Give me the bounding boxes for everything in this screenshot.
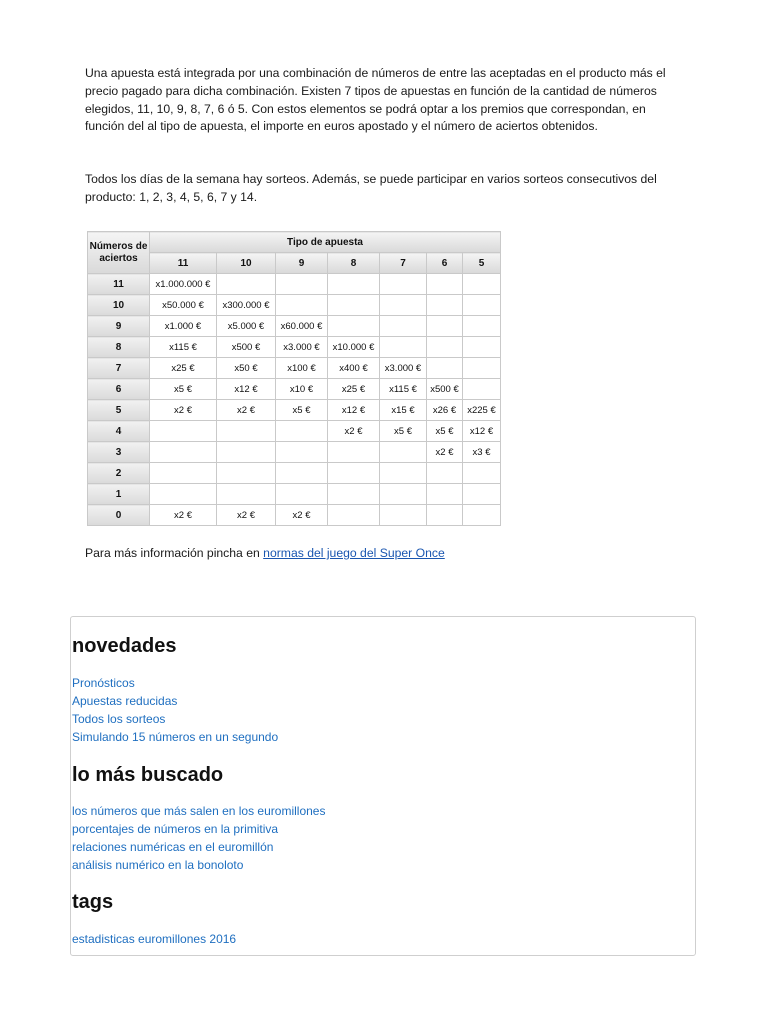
prize-cell: x15 €	[380, 400, 427, 421]
table-row	[88, 358, 501, 379]
hits-row-header: 5	[88, 400, 150, 421]
more-info	[85, 546, 445, 560]
mas-buscado-heading: lo más buscado	[72, 764, 224, 786]
prize-cell: x1.000 €	[150, 316, 217, 337]
sidebar-link[interactable]: Pronósticos	[72, 676, 135, 690]
hits-row-header: 9	[88, 316, 150, 337]
prize-cell	[463, 358, 501, 379]
prize-cell	[427, 463, 463, 484]
hits-row-header: 3	[88, 442, 150, 463]
prize-cell	[276, 295, 328, 316]
prize-cell	[380, 442, 427, 463]
prize-cell	[328, 463, 380, 484]
prize-cell: x5.000 €	[217, 316, 276, 337]
prize-cell: x2 €	[328, 421, 380, 442]
prize-cell: x400 €	[328, 358, 380, 379]
prize-cell	[276, 442, 328, 463]
sidebar-link[interactable]: Apuestas reducidas	[72, 694, 178, 708]
prize-cell: x50.000 €	[150, 295, 217, 316]
hits-row-header: 7	[88, 358, 150, 379]
prize-cell	[463, 295, 501, 316]
prize-cell: x50 €	[217, 358, 276, 379]
prize-cell	[463, 379, 501, 400]
prize-cell: x3 €	[463, 442, 501, 463]
list-item	[72, 728, 278, 746]
list-item	[72, 692, 278, 710]
prize-cell	[463, 463, 501, 484]
bet-type-header: Tipo de apuesta	[150, 232, 501, 253]
prize-cell	[427, 484, 463, 505]
novedades-list	[72, 674, 278, 746]
bet-type-col-header: 8	[328, 253, 380, 274]
bet-type-col-header: 7	[380, 253, 427, 274]
prize-cell: x26 €	[427, 400, 463, 421]
bet-type-col-header: 10	[217, 253, 276, 274]
prize-cell	[380, 295, 427, 316]
game-rules-link[interactable]: normas del juego del Super Once	[263, 546, 445, 560]
prize-cell: x500 €	[217, 337, 276, 358]
prize-cell: x25 €	[328, 379, 380, 400]
prize-cell	[380, 337, 427, 358]
hits-row-header: 4	[88, 421, 150, 442]
bet-type-col-header: 5	[463, 253, 501, 274]
prize-cell	[427, 316, 463, 337]
prize-cell	[463, 505, 501, 526]
prize-cell: x3.000 €	[276, 337, 328, 358]
prize-cell: x3.000 €	[380, 358, 427, 379]
prize-cell: x25 €	[150, 358, 217, 379]
prize-cell	[380, 274, 427, 295]
prize-cell	[276, 484, 328, 505]
table-row	[88, 274, 501, 295]
prize-cell	[328, 274, 380, 295]
bet-type-row	[88, 253, 501, 274]
prize-cell: x12 €	[463, 421, 501, 442]
prize-cell	[276, 463, 328, 484]
hits-row-header: 0	[88, 505, 150, 526]
list-item	[72, 820, 325, 838]
prize-cell	[463, 274, 501, 295]
prize-cell	[217, 442, 276, 463]
list-item	[72, 930, 236, 948]
prize-cell: x100 €	[276, 358, 328, 379]
prize-cell	[217, 421, 276, 442]
prize-cell: x10 €	[276, 379, 328, 400]
prize-cell: x2 €	[217, 505, 276, 526]
prize-cell: x115 €	[150, 337, 217, 358]
draws-paragraph: Todos los días de la semana hay sorteos. Además, se puede participar en varios sorteos consecutivos del producto: 1, 2, 3, 4, 5, 6, 7 y 14.	[85, 172, 657, 204]
hits-row-header: 1	[88, 484, 150, 505]
list-item	[72, 802, 325, 820]
prize-cell	[150, 421, 217, 442]
table-row	[88, 379, 501, 400]
hits-row-header: 6	[88, 379, 150, 400]
sidebar-link[interactable]: relaciones numéricas en el euromillón	[72, 840, 274, 854]
prize-cell: x5 €	[380, 421, 427, 442]
hits-row-header: 11	[88, 274, 150, 295]
prize-cell: x500 €	[427, 379, 463, 400]
prize-cell	[380, 316, 427, 337]
prize-cell	[150, 484, 217, 505]
prize-cell: x300.000 €	[217, 295, 276, 316]
list-item	[72, 710, 278, 728]
table-row	[88, 400, 501, 421]
prize-cell: x5 €	[150, 379, 217, 400]
prize-cell: x2 €	[427, 442, 463, 463]
prize-cell: x10.000 €	[328, 337, 380, 358]
prize-cell	[427, 505, 463, 526]
tags-list	[72, 930, 236, 948]
bet-type-col-header: 11	[150, 253, 217, 274]
sidebar-link[interactable]: estadisticas euromillones 2016	[72, 932, 237, 946]
prize-cell: x2 €	[276, 505, 328, 526]
mas-buscado-list	[72, 802, 325, 874]
prize-cell	[217, 484, 276, 505]
prize-cell: x5 €	[276, 400, 328, 421]
table-row	[88, 295, 501, 316]
prize-cell	[380, 463, 427, 484]
hits-column-header: Números de aciertos	[88, 232, 150, 274]
prize-cell	[217, 274, 276, 295]
sidebar-link[interactable]: análisis numérico en la bonoloto	[72, 858, 244, 872]
prize-cell	[328, 442, 380, 463]
prize-cell	[463, 337, 501, 358]
prize-cell: x12 €	[328, 400, 380, 421]
prize-cell	[276, 421, 328, 442]
hits-row-header: 8	[88, 337, 150, 358]
table-row	[88, 484, 501, 505]
prize-cell	[276, 274, 328, 295]
sidebar-box	[70, 616, 696, 956]
prize-cell: x5 €	[427, 421, 463, 442]
prize-cell	[380, 484, 427, 505]
table-row	[88, 463, 501, 484]
prize-table-body	[88, 274, 501, 526]
prize-cell: x2 €	[150, 505, 217, 526]
prize-cell	[328, 505, 380, 526]
prize-cell	[328, 484, 380, 505]
sidebar-link[interactable]: Todos los sorteos	[72, 712, 166, 726]
tags-heading: tags	[72, 891, 114, 913]
prize-cell: x1.000.000 €	[150, 274, 217, 295]
table-row	[88, 505, 501, 526]
novedades-heading: novedades	[72, 635, 177, 657]
table-row	[88, 316, 501, 337]
prize-cell	[150, 442, 217, 463]
hits-row-header: 2	[88, 463, 150, 484]
prize-cell	[427, 337, 463, 358]
prize-cell: x12 €	[217, 379, 276, 400]
table-row	[88, 337, 501, 358]
intro-paragraph: Una apuesta está integrada por una combinación de números de entre las aceptadas en el producto más el precio pagado para dicha combinación. Existen 7 tipos de apuestas en función de la cantidad de números elegidos, 11, 10, 9, 8, 7, 6 ó 5. Con estos elementos se podrá optar a los premios que correspondan, en función del al tipo de apuesta, el importe en euros apostado y el número de aciertos obtenidos.	[85, 66, 666, 134]
prize-cell	[380, 505, 427, 526]
sidebar-link[interactable]: Simulando 15 números en un segundo	[72, 730, 279, 744]
list-item	[72, 856, 325, 874]
prize-cell	[150, 463, 217, 484]
prize-cell: x2 €	[150, 400, 217, 421]
prize-cell	[463, 484, 501, 505]
prize-table	[87, 231, 501, 526]
prize-cell: x2 €	[217, 400, 276, 421]
prize-cell	[463, 316, 501, 337]
more-info-text: Para más información pincha en	[85, 546, 264, 560]
prize-cell	[217, 463, 276, 484]
bet-type-col-header: 6	[427, 253, 463, 274]
table-row	[88, 421, 501, 442]
bet-type-col-header: 9	[276, 253, 328, 274]
prize-cell: x225 €	[463, 400, 501, 421]
sidebar-link[interactable]: los números que más salen en los euromillones	[72, 804, 326, 818]
prize-cell	[328, 295, 380, 316]
table-row	[88, 442, 501, 463]
sidebar-link[interactable]: porcentajes de números en la primitiva	[72, 822, 279, 836]
prize-cell	[328, 316, 380, 337]
list-item	[72, 838, 325, 856]
prize-cell: x60.000 €	[276, 316, 328, 337]
list-item	[72, 674, 278, 692]
hits-row-header: 10	[88, 295, 150, 316]
prize-cell: x115 €	[380, 379, 427, 400]
prize-cell	[427, 358, 463, 379]
prize-cell	[427, 295, 463, 316]
prize-cell	[427, 274, 463, 295]
